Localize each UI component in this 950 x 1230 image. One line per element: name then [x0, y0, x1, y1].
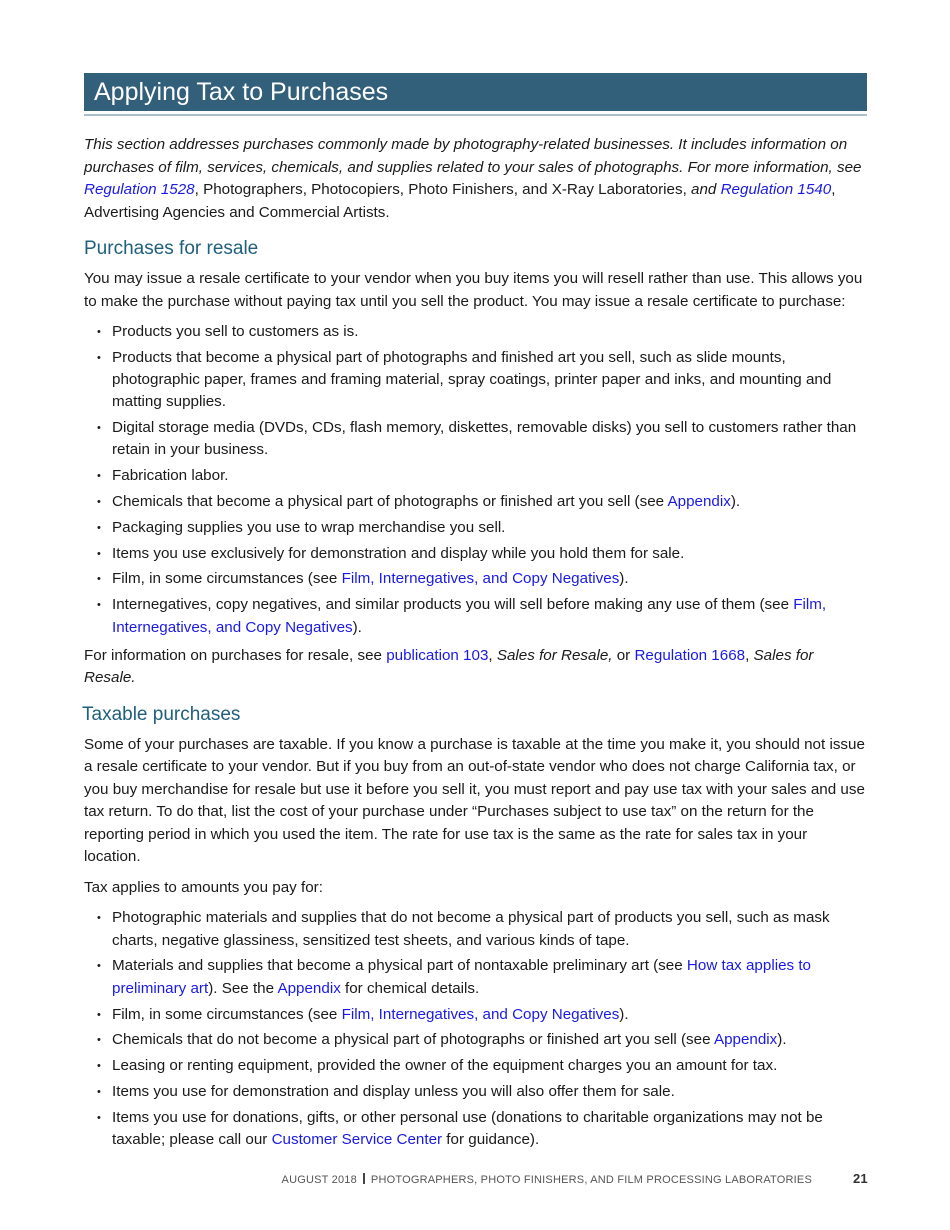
customer-service-link[interactable]: Customer Service Center — [271, 1131, 443, 1149]
footer-publication: PHOTOGRAPHERS, PHOTO FINISHERS, AND FILM PROCESSING LABORATORIES — [370, 1174, 812, 1186]
list-text: Chemicals that do not become a physical part of photographs or finished art you sell (see — [112, 1031, 714, 1049]
list-text: for guidance). — [442, 1131, 540, 1149]
appendix-link[interactable]: Appendix — [277, 979, 341, 997]
list-item — [84, 955, 867, 1000]
list-text: ). — [619, 1005, 629, 1023]
preliminary-art-link[interactable]: How tax applies to preliminary art — [112, 957, 812, 997]
appendix-link[interactable]: Appendix — [667, 493, 731, 511]
list-item — [84, 594, 867, 639]
intro-paragraph — [84, 134, 867, 224]
list-text: for chemical details. — [340, 979, 480, 997]
intro-text: and — [691, 181, 721, 198]
list-text: ). — [619, 570, 629, 588]
info-text: Sales for Resale, — [496, 646, 613, 664]
list-item — [84, 1004, 867, 1026]
info-text: , — [745, 646, 754, 664]
regulation-1668-link[interactable]: Regulation 1668 — [634, 646, 746, 664]
taxable-list — [84, 907, 867, 1151]
list-item: • Products you sell to customers as is. — [84, 321, 867, 343]
resale-info-paragraph — [84, 645, 867, 690]
list-item: • Items you use exclusively for demonstration and display while you hold them for sale. — [84, 543, 867, 565]
publication-103-link[interactable]: publication 103 — [386, 646, 489, 664]
list-text: Chemicals that become a physical part of photographs or finished art you sell (see — [112, 493, 668, 511]
list-item: • Fabrication labor. — [84, 465, 867, 487]
list-item — [84, 1107, 867, 1152]
regulation-1528-link[interactable]: Regulation 1528 — [84, 181, 195, 198]
list-text: ). — [777, 1031, 787, 1049]
list-item — [84, 568, 867, 590]
taxable-paragraph: Some of your purchases are taxable. If you know a purchase is taxable at the time you make it, you should not issue a resale certificate to your vendor. But if you buy from an out-of-state vendor who does not charge California tax, or you buy merchandise for resale but use it before you sell it, you must report and pay use tax with your sales and use tax return. To do that, list the cost of your purchase under “Purchases subject to use tax” on the return for the reporting period in which you used the item. The rate for use tax is the same as the rate for sales tax in your location. — [84, 735, 865, 866]
list-text: Film, in some circumstances (see — [112, 1005, 342, 1023]
intro-text: Advertising Agencies and Commercial Artists. — [84, 203, 390, 221]
section-heading-resale: Purchases for resale — [84, 238, 259, 259]
list-item — [84, 1029, 867, 1051]
info-text: For information on purchases for resale, see — [84, 646, 387, 664]
resale-list — [84, 321, 867, 639]
page-footer — [0, 1172, 950, 1188]
list-text: Items you use for donations, gifts, or other personal use (donations to charitable organizations may not be taxable; please call our — [112, 1108, 823, 1149]
page-title: Applying Tax to Purchases — [84, 73, 867, 114]
footer-running-title — [282, 1173, 812, 1186]
info-text: Sales for Resale. — [84, 646, 814, 687]
intro-text: This section addresses purchases commonly made by photography-related businesses. It includes information on purchases of film, services, chemicals, and supplies related to your sales of photographs. For more information, see — [84, 136, 862, 176]
info-text: , — [488, 646, 497, 664]
list-item: • Leasing or renting equipment, provided the owner of the equipment charges you an amount for tax. — [84, 1055, 867, 1077]
info-text: or — [612, 646, 635, 664]
section-heading-taxable: Taxable purchases — [82, 703, 241, 725]
intro-text: , Photographers, Photocopiers, Photo Finishers, and X-Ray Laboratories, — [194, 181, 692, 198]
appendix-link[interactable]: Appendix — [713, 1031, 778, 1049]
list-text: Internegatives, copy negatives, and similar products you will sell before making any use of them (see — [112, 596, 794, 614]
regulation-1540-link[interactable]: Regulation 1540 — [720, 181, 832, 198]
list-item — [84, 491, 867, 513]
list-text: Film, in some circumstances (see — [112, 570, 342, 588]
list-item: • Packaging supplies you use to wrap merchandise you sell. — [84, 517, 867, 539]
page-content — [84, 73, 867, 1157]
list-text: ). — [730, 493, 741, 511]
film-internegatives-link[interactable]: Film, Internegatives, and Copy Negatives — [112, 596, 827, 636]
taxable-lead: Tax applies to amounts you pay for: — [84, 878, 323, 896]
list-item: • Products that become a physical part of photographs and finished art you sell, such as slide mounts, photographic paper, frames and framing material, spray coatings, printer paper and inks, and mounting and matting supplies. — [84, 347, 867, 414]
footer-divider — [363, 1173, 365, 1184]
list-text: Materials and supplies that become a physical part of nontaxable preliminary art (see — [112, 957, 687, 975]
film-internegatives-link[interactable]: Film, Internegatives, and Copy Negatives — [341, 570, 620, 588]
footer-date: AUGUST 2018 — [281, 1174, 357, 1186]
list-item: • Photographic materials and supplies that do not become a physical part of products you sell, such as mask charts, negative glassiness, sensitized test sheets, and various kinds of tape. — [84, 907, 867, 952]
list-item: • Digital storage media (DVDs, CDs, flash memory, diskettes, removable disks) you sell to customers rather than retain in your business. — [84, 417, 867, 462]
resale-paragraph: You may issue a resale certificate to your vendor when you buy items you will resell rather than use. This allows you to make the purchase without paying tax until you sell the product. You may issue a resale certificate to purchase: — [84, 270, 863, 310]
list-item: • Items you use for demonstration and display unless you will also offer them for sale. — [84, 1081, 867, 1103]
film-internegatives-link[interactable]: Film, Internegatives, and Copy Negatives — [341, 1005, 620, 1023]
page-number: 21 — [853, 1171, 868, 1186]
list-text: ). See the — [208, 979, 278, 997]
list-text: ). — [352, 618, 362, 636]
intro-text: , — [831, 181, 836, 198]
